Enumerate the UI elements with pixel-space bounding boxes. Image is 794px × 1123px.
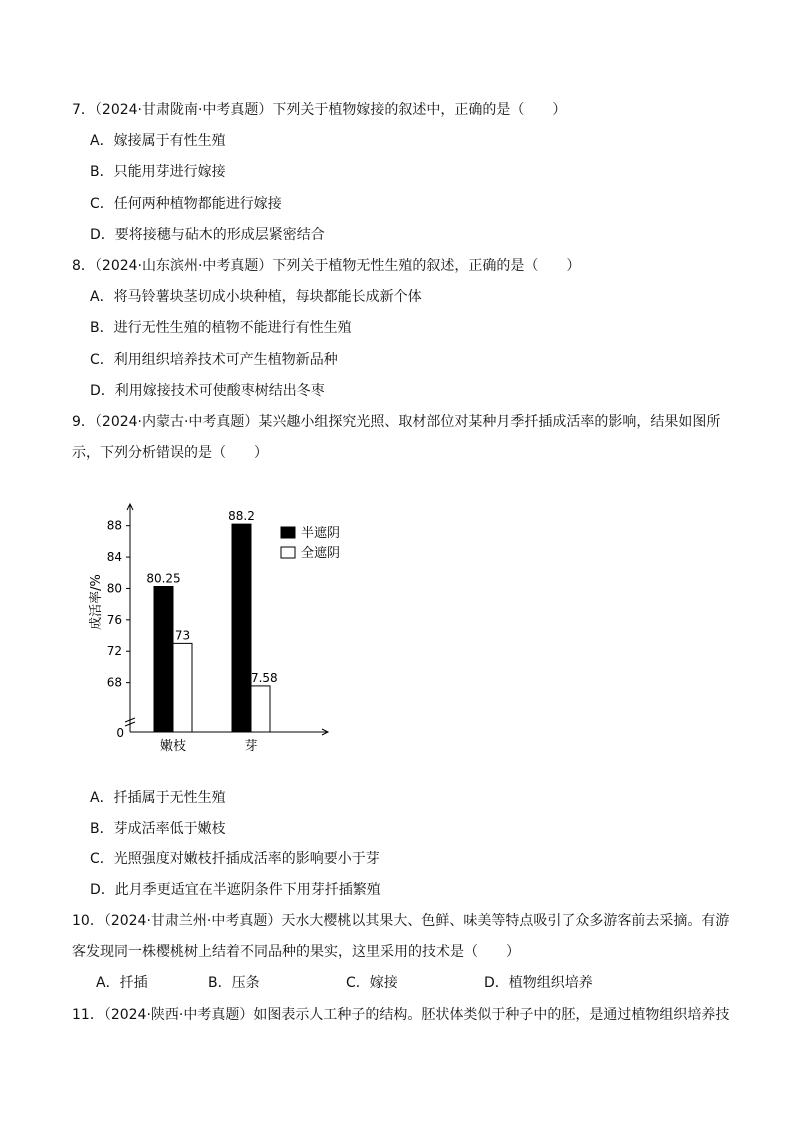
bar-full-shade-shoot <box>173 643 192 732</box>
q10-option-a: A．扦插 <box>96 975 148 991</box>
bar-full-shade-bud <box>251 686 270 732</box>
bar-half-shade-bud <box>232 524 251 732</box>
q7-option-c: C．任何两种植物都能进行嫁接 <box>90 196 282 212</box>
q7-option-a: A．嫁接属于有性生殖 <box>90 133 226 149</box>
bar-half-shade-shoot <box>154 587 173 733</box>
q7-stem: 7．（2024·甘肃陇南·中考真题）下列关于植物嫁接的叙述中，正确的是（ ） <box>72 102 567 118</box>
origin-label: 0 <box>116 726 124 740</box>
x-category-label: 嫩枝 <box>159 739 187 754</box>
y-tick-label: 84 <box>106 550 122 565</box>
y-tick-label: 88 <box>106 518 122 533</box>
q10-option-d: D．植物组织培养 <box>484 975 593 991</box>
q10-stem-line1: 10．（2024·甘肃兰州·中考真题）天水大樱桃以其果大、色鲜、味美等特点吸引了众多游客前去采摘。有游 <box>72 913 730 929</box>
bar-value-label: 67.58 <box>243 670 278 685</box>
q7-option-b: B．只能用芽进行嫁接 <box>90 164 226 180</box>
q9-option-a: A．扦插属于无性生殖 <box>90 790 226 806</box>
y-tick-label: 76 <box>106 612 122 627</box>
y-tick-label: 80 <box>106 581 122 596</box>
q8-option-d: D．利用嫁接技术可使酸枣树结出冬枣 <box>90 383 325 399</box>
bar-value-label: 80.25 <box>146 571 181 586</box>
q8-stem: 8．（2024·山东滨州·中考真题）下列关于植物无性生殖的叙述，正确的是（ ） <box>72 258 581 274</box>
q10-stem-line2: 客发现同一株樱桃树上结着不同品种的果实，这里采用的技术是（ ） <box>72 944 520 960</box>
q9-option-d: D．此月季更适宜在半遮阴条件下用芽扦插繁殖 <box>90 882 381 898</box>
q10-options-row <box>96 973 593 993</box>
legend-label: 半遮阴 <box>301 526 341 541</box>
q11-stem-line1: 11．（2024·陕西·中考真题）如图表示人工种子的结构。胚状体类似于种子中的胚，是通过植物组织培养技 <box>72 1007 730 1023</box>
q9-stem-line2: 示，下列分析错误的是（ ） <box>72 445 268 461</box>
y-tick-label: 68 <box>106 675 122 690</box>
y-tick-label: 72 <box>106 644 122 659</box>
q9-option-c: C．光照强度对嫩枝扦插成活率的影响要小于芽 <box>90 851 380 867</box>
y-axis-label: 成活率/% <box>89 574 104 630</box>
q8-option-a: A．将马铃薯块茎切成小块种植，每块都能长成新个体 <box>90 289 422 305</box>
q10-option-c: C．嫁接 <box>346 975 398 991</box>
q9-option-b: B．芽成活率低于嫩枝 <box>90 821 226 837</box>
q9-stem-line1: 9．（2024·内蒙古·中考真题）某兴趣小组探究光照、取材部位对某种月季扦插成活率的影响，结果如图所 <box>72 414 721 430</box>
legend-swatch <box>281 527 295 538</box>
legend-swatch <box>281 547 295 558</box>
q9-bar-chart <box>86 492 346 764</box>
q7-option-d: D．要将接穗与砧木的形成层紧密结合 <box>90 227 325 243</box>
q8-option-c: C．利用组织培养技术可产生植物新品种 <box>90 352 338 368</box>
x-category-label: 芽 <box>244 739 258 754</box>
q8-option-b: B．进行无性生殖的植物不能进行有性生殖 <box>90 320 352 336</box>
legend-label: 全遮阴 <box>301 546 341 561</box>
bar-value-label: 88.2 <box>228 509 255 524</box>
bar-value-label: 73 <box>174 628 191 643</box>
q10-option-b: B．压条 <box>208 975 260 991</box>
